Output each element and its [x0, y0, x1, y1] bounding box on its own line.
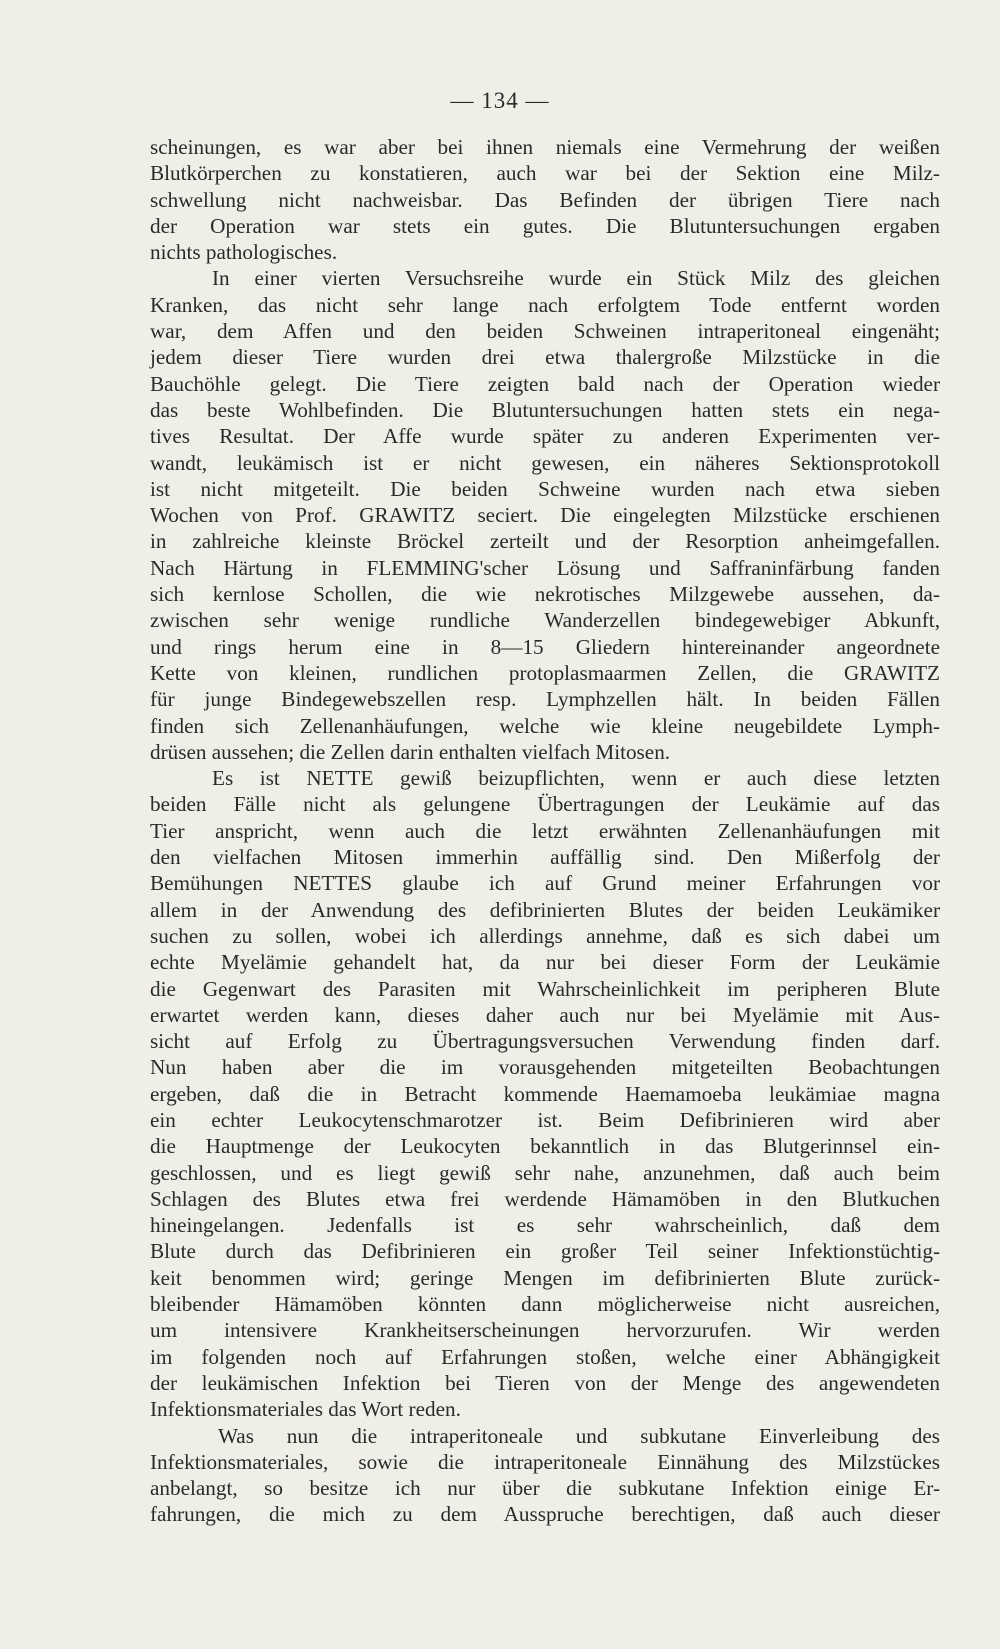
text-line: Blutkörperchen zu konstatieren, auch war bei der Sektion eine Milz- [150, 161, 940, 186]
text-line: In einer vierten Versuchsreihe wurde ein Stück Milz des gleichen [212, 266, 940, 291]
text-line: der Operation war stets ein gutes. Die Blutuntersuchungen ergaben [150, 213, 940, 238]
text-line: den vielfachen Mitosen immerhin auffällig sind. Den Mißerfolg der [150, 845, 940, 870]
text-line: geschlossen, und es liegt gewiß sehr nahe, anzunehmen, daß auch beim [150, 1160, 940, 1185]
text-line: Blute durch das Defibrinieren ein großer Teil seiner Infektionstüchtig- [150, 1239, 940, 1264]
text-line: in zahlreiche kleinste Bröckel zerteilt und der Resorption anheimgefallen. [150, 529, 940, 554]
text-line: schwellung nicht nachweisbar. Das Befinden der übrigen Tiere nach [150, 187, 940, 212]
text-line: sich kernlose Schollen, die wie nekrotisches Milzgewebe aussehen, da- [150, 582, 940, 607]
text-line: keit benommen wird; geringe Mengen im defibrinierten Blute zurück- [150, 1265, 940, 1290]
text-line: die Hauptmenge der Leukocyten bekanntlich in das Blutgerinnsel ein- [150, 1134, 940, 1159]
body-text [150, 134, 940, 1528]
text-line: erwartet werden kann, dieses daher auch nur bei Myelämie mit Aus- [150, 1002, 940, 1027]
text-line: Bauchöhle gelegt. Die Tiere zeigten bald nach der Operation wieder [150, 371, 940, 396]
text-line: hineingelangen. Jedenfalls ist es sehr wahrscheinlich, daß dem [150, 1213, 940, 1238]
text-line: fahrungen, die mich zu dem Ausspruche berechtigen, daß auch dieser [150, 1502, 940, 1527]
text-line: finden sich Zellenanhäufungen, welche wie kleine neugebildete Lymph- [150, 713, 940, 738]
text-line: nichts pathologisches. [150, 240, 338, 265]
text-line: war, dem Affen und den beiden Schweinen intraperitoneal eingenäht; [150, 319, 940, 344]
text-line: das beste Wohlbefinden. Die Blutuntersuchungen hatten stets ein nega- [150, 397, 940, 422]
text-line: Wochen von Prof. GRAWITZ seciert. Die eingelegten Milzstücke erschienen [150, 503, 940, 528]
text-line: um intensivere Krankheitserscheinungen hervorzurufen. Wir werden [150, 1318, 940, 1343]
text-line: sicht auf Erfolg zu Übertragungsversuchen Verwendung finden darf. [150, 1029, 940, 1054]
text-line: beiden Fälle nicht als gelungene Übertragungen der Leukämie auf das [150, 792, 940, 817]
text-line: die Gegenwart des Parasiten mit Wahrscheinlichkeit im peripheren Blute [150, 976, 940, 1001]
text-line: der leukämischen Infektion bei Tieren von der Menge des angewendeten [150, 1370, 940, 1395]
text-line: Nach Härtung in FLEMMING'scher Lösung und Saffraninfärbung fanden [150, 555, 940, 580]
text-line: im folgenden noch auf Erfahrungen stoßen, welche einer Abhängigkeit [150, 1344, 940, 1369]
text-line: drüsen aussehen; die Zellen darin enthalten vielfach Mitosen. [150, 739, 671, 764]
text-line: für junge Bindegewebszellen resp. Lymphzellen hält. In beiden Fällen [150, 687, 940, 712]
text-line: bleibender Hämamöben könnten dann möglicherweise nicht ausreichen, [150, 1292, 940, 1317]
text-line: echte Myelämie gehandelt hat, da nur bei dieser Form der Leukämie [150, 950, 940, 975]
text-line: ist nicht mitgeteilt. Die beiden Schweine wurden nach etwa sieben [150, 476, 940, 501]
text-line: zwischen sehr wenige rundliche Wanderzellen bindegewebiger Abkunft, [150, 608, 940, 633]
text-line: Bemühungen NETTES glaube ich auf Grund meiner Erfahrungen vor [150, 871, 940, 896]
text-line: Schlagen des Blutes etwa frei werdende Hämamöben in den Blutkuchen [150, 1186, 940, 1211]
page-number: — 134 — [450, 88, 550, 113]
text-line: Kette von kleinen, rundlichen protoplasmaarmen Zellen, die GRAWITZ [150, 660, 940, 685]
text-line: ergeben, daß die in Betracht kommende Haemamoeba leukämiae magna [150, 1081, 940, 1106]
text-line: Was nun die intraperitoneale und subkutane Einverleibung des [218, 1423, 940, 1448]
text-line: anbelangt, so besitze ich nur über die subkutane Infektion einige Er- [150, 1476, 940, 1501]
text-line: scheinungen, es war aber bei ihnen niemals eine Vermehrung der weißen [150, 135, 940, 159]
text-line: Kranken, das nicht sehr lange nach erfolgtem Tode entfernt worden [150, 292, 940, 317]
text-line: Infektionsmateriales das Wort reden. [150, 1397, 461, 1422]
text-line: wandt, leukämisch ist er nicht gewesen, ein näheres Sektionsprotokoll [150, 450, 940, 475]
text-line: jedem dieser Tiere wurden drei etwa thalergroße Milzstücke in die [150, 345, 940, 370]
text-line: ein echter Leukocytenschmarotzer ist. Beim Defibrinieren wird aber [150, 1107, 940, 1132]
text-line: allem in der Anwendung des defibrinierten Blutes der beiden Leukämiker [150, 897, 940, 922]
text-line: und rings herum eine in 8—15 Gliedern hintereinander angeordnete [150, 634, 940, 659]
text-line: tives Resultat. Der Affe wurde später zu anderen Experimenten ver- [150, 424, 940, 449]
text-line: Nun haben aber die im vorausgehenden mitgeteilten Beobachtungen [150, 1055, 940, 1080]
text-line: Es ist NETTE gewiß beizupflichten, wenn er auch diese letzten [212, 766, 940, 791]
text-line: Infektionsmateriales, sowie die intraperitoneale Einnähung des Milzstückes [150, 1449, 940, 1474]
text-line: suchen zu sollen, wobei ich allerdings annehme, daß es sich dabei um [150, 923, 940, 948]
text-line: Tier anspricht, wenn auch die letzt erwähnten Zellenanhäufungen mit [150, 818, 940, 843]
